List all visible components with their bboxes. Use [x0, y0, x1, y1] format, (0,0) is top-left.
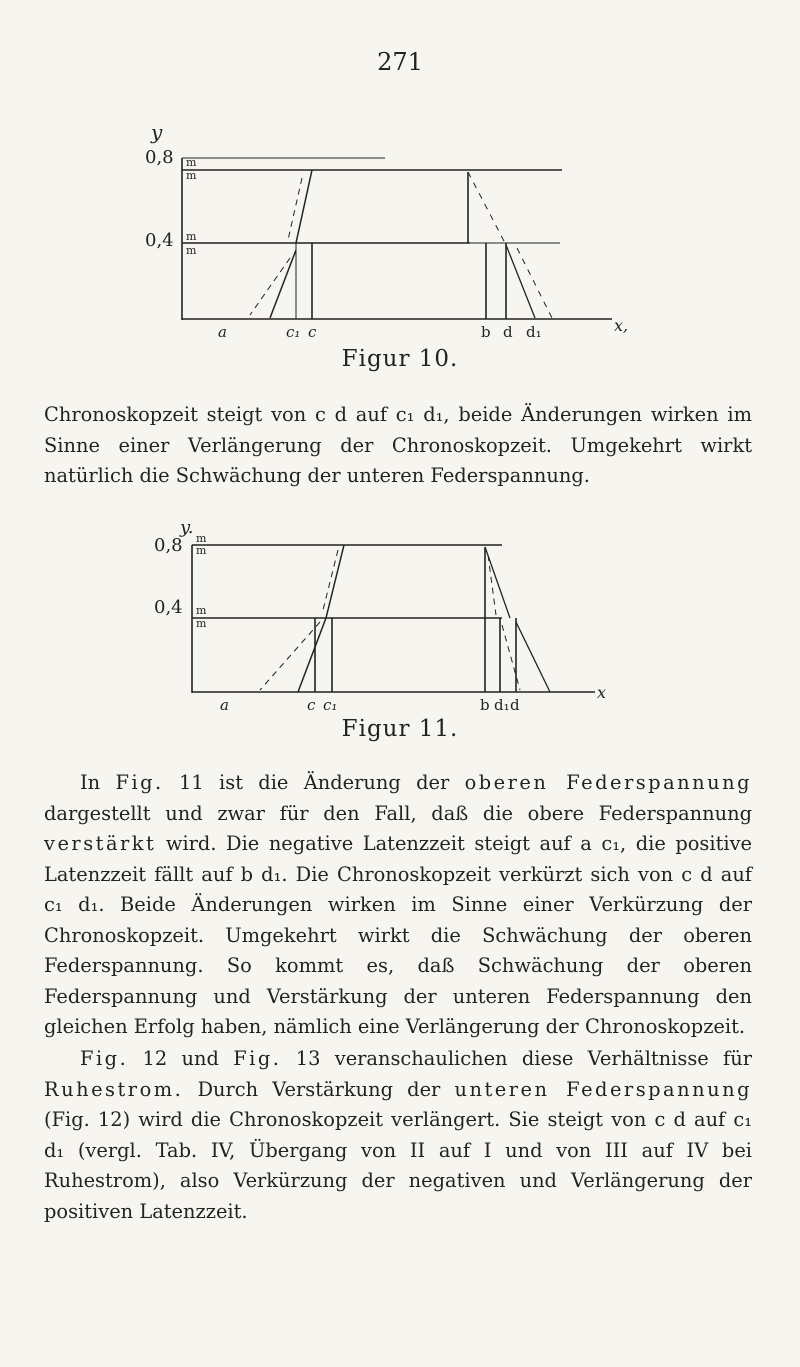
p2-emph-oberen: oberen Federspannung	[464, 771, 753, 794]
paragraph-1-text: Chronoskopzeit steigt von c d auf c₁ d₁, beide Änderungen wirken im Sinne einer Verlängerung der Chronoskopzeit. Umgekehrt wirkt natürlich die Schwächung der unteren Federspannung.	[44, 403, 752, 487]
fig11-m-label-4: m	[196, 617, 207, 630]
fig10-y-tick-0-8: 0,8	[145, 147, 174, 168]
p2-text-c: dargestellt und zwar für den Fall, daß die obere Federspannung	[44, 801, 752, 825]
p3-emph-ruhestrom: Ruhestrom.	[44, 1077, 184, 1101]
fig10-m-label-1: m	[186, 156, 197, 169]
p3-text-d: (Fig. 12) wird die Chronoskopzeit verlängert. Sie steigt von c d auf c₁ d₁ (vergl. Tab. IV, Übergang von II auf I und von III auf IV bei Ruhestrom), also Verkürzung der negativen und Verlängerung der positiven Latenzzeit.	[44, 1108, 752, 1223]
p3-emph-unteren: unteren Federspannung	[454, 1077, 752, 1101]
fig10-x-axis-label: x,	[614, 316, 629, 335]
fig10-x-label-d: d	[503, 323, 513, 341]
p2-text-b: 11 ist die Änderung der	[163, 771, 465, 794]
p3-text-c: Durch Verstärkung der	[183, 1077, 455, 1101]
fig10-x-label-b: b	[481, 323, 491, 341]
fig11-x-label-d: d	[510, 696, 520, 714]
fig11-x-label-a: a	[220, 696, 229, 714]
paragraph-3-text	[44, 1044, 752, 1227]
fig10-y-label: y	[151, 120, 163, 144]
paragraph-2	[44, 768, 752, 1043]
page-number: 271	[377, 48, 423, 76]
p3-text-a: 12 und	[128, 1047, 234, 1070]
fig10-x-label-c: c	[308, 323, 317, 341]
p3-fig13-ref: Fig.	[233, 1047, 282, 1070]
fig11-m-label-3: m	[196, 604, 207, 617]
fig10-m-label-3: m	[186, 230, 197, 243]
fig11-m-label-2: m	[196, 544, 207, 557]
fig11-y-tick-0-8: 0,8	[154, 535, 183, 556]
fig11-x-label-c: c	[307, 696, 316, 714]
p2-text-a: In	[80, 771, 116, 794]
fig11-x-label-b: b	[480, 696, 490, 714]
fig11-x-label-c1: c₁	[323, 696, 338, 714]
fig10-m-label-4: m	[186, 244, 197, 257]
fig11-x-label-d1: d₁	[494, 696, 510, 714]
p2-text-d: wird. Die negative Latenzzeit steigt auf a c₁, die positive Latenzzeit fällt auf b d₁. Die Chronoskopzeit verkürzt sich von c d auf c₁ d₁. Beide Änderungen wirken im Sinne einer Verkürzung der Chronoskopzeit. Umgekehrt wirkt die Schwächung der oberen Federspannung. So kommt es, daß Schwächung der oberen Federspannung und Verstärkung der unteren Federspannung den gleichen Erfolg haben, nämlich eine Verlängerung der Chronoskopzeit.	[44, 832, 752, 1038]
p2-emph-verstaerkt: verstärkt	[44, 832, 157, 855]
fig10-x-label-c1: c₁	[286, 323, 301, 341]
p3-fig12-ref: Fig.	[80, 1047, 129, 1070]
p3-text-b: 13 veranschaulichen diese Verhältnisse für	[281, 1047, 752, 1070]
fig10-m-label-2: m	[186, 169, 197, 182]
fig11-m-label-1: m	[196, 532, 207, 545]
p2-fig-ref: Fig.	[115, 771, 164, 794]
fig10-x-label-a: a	[218, 323, 227, 341]
figure-11-caption: Figur 11.	[341, 716, 459, 742]
fig10-y-tick-0-4: 0,4	[145, 230, 174, 251]
figure-10-caption: Figur 10.	[341, 346, 459, 372]
fig11-x-axis-label: x	[597, 683, 607, 702]
paragraph-2-text	[44, 768, 752, 1043]
fig11-y-label: y.	[180, 517, 194, 538]
fig11-y-tick-0-4: 0,4	[154, 597, 183, 618]
paragraph-3	[44, 1044, 752, 1227]
fig10-x-label-d1: d₁	[526, 323, 542, 341]
